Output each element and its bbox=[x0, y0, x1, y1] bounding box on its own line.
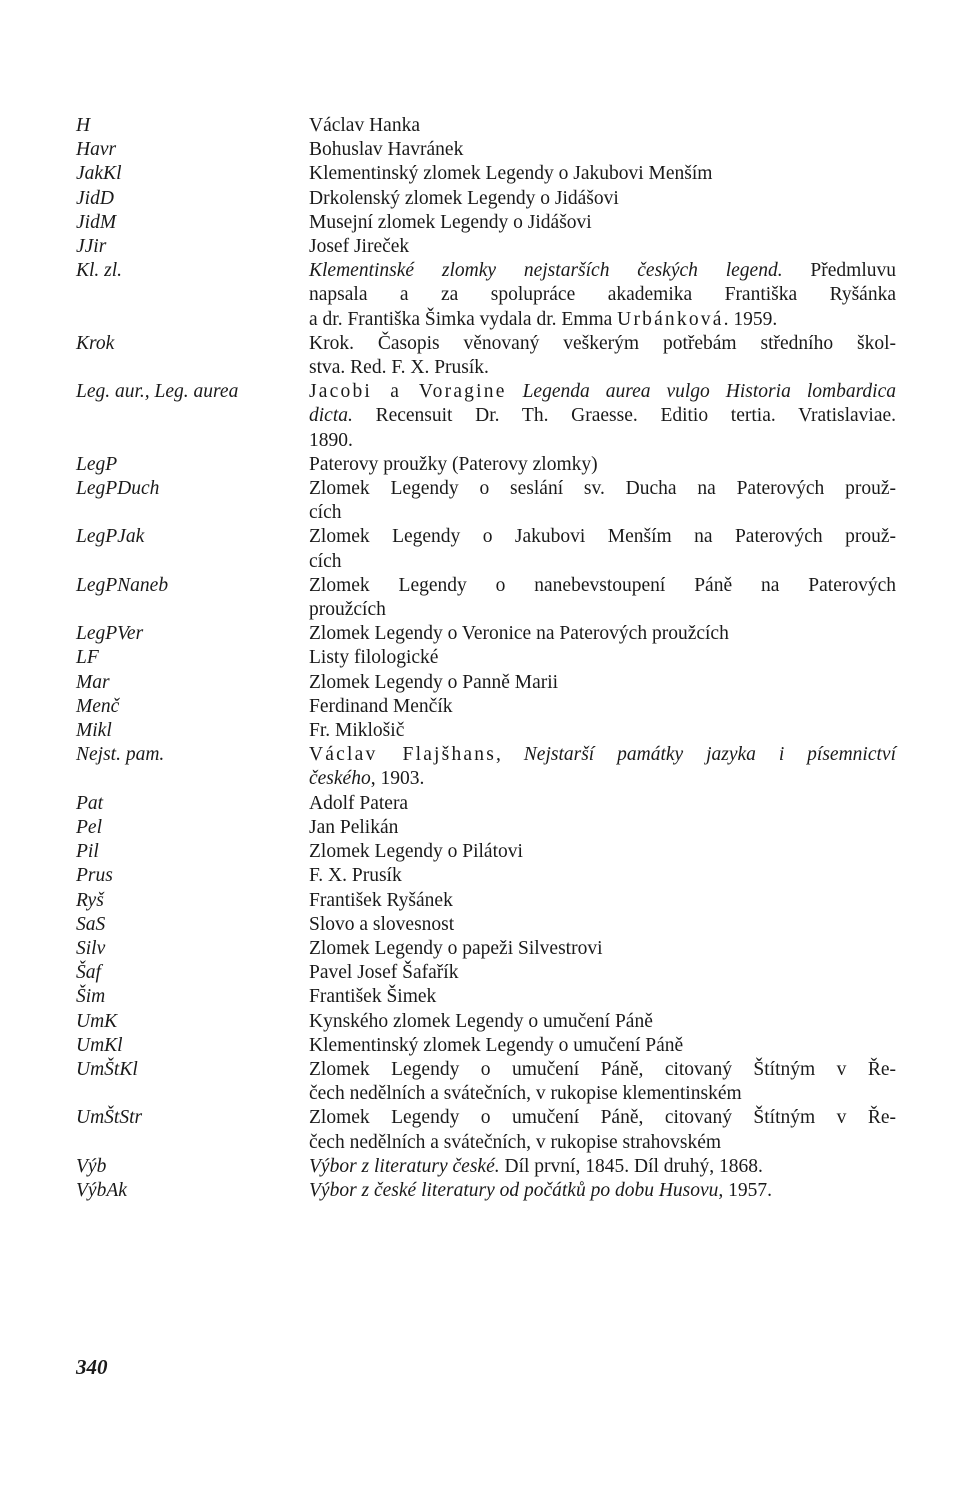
abbreviation-description bbox=[309, 114, 896, 138]
text-segment: čech nedělních a svátečních, v rukopise strahovském bbox=[309, 1131, 722, 1153]
abbreviation-entry bbox=[76, 743, 896, 791]
abbreviation-entry bbox=[76, 138, 896, 162]
abbreviation-entry bbox=[76, 961, 896, 985]
description-line bbox=[309, 1058, 896, 1082]
page-number: 340 bbox=[76, 1355, 108, 1379]
text-segment: Pavel Josef Šafařík bbox=[309, 962, 459, 984]
abbreviation: Mikl bbox=[76, 720, 112, 742]
abbreviation-entry bbox=[76, 453, 896, 477]
abbreviation-entry bbox=[76, 380, 896, 453]
abbreviation-entry bbox=[76, 1106, 896, 1154]
abbreviation-entry bbox=[76, 574, 896, 622]
abbreviation-entry bbox=[76, 816, 896, 840]
abbreviation-description bbox=[309, 138, 896, 162]
text-segment: proužcích bbox=[309, 599, 386, 621]
text-segment: napsala a za spolupráce akademika Františka Ryšánka bbox=[309, 284, 896, 306]
description-line bbox=[309, 695, 896, 719]
abbreviation-entry bbox=[76, 937, 896, 961]
description-line bbox=[309, 259, 896, 283]
abbreviation-entry bbox=[76, 622, 896, 646]
abbreviation: Šim bbox=[76, 986, 106, 1008]
text-segment: Drkolenský zlomek Legendy o Jidášovi bbox=[309, 187, 619, 209]
abbreviation-entry bbox=[76, 259, 896, 332]
description-line bbox=[309, 1179, 896, 1203]
text-segment: Výbor z literatury české. bbox=[309, 1155, 500, 1177]
abbreviation-description bbox=[309, 671, 896, 695]
text-segment: , 1903. bbox=[370, 768, 425, 790]
abbreviation: Prus bbox=[76, 865, 113, 887]
abbreviation-description bbox=[309, 380, 896, 453]
abbreviation-entry bbox=[76, 889, 896, 913]
description-line bbox=[309, 913, 896, 937]
description-line bbox=[309, 622, 896, 646]
abbreviation: Menč bbox=[76, 695, 120, 717]
text-segment: dicta. bbox=[309, 405, 353, 427]
abbreviation: Pil bbox=[76, 841, 99, 863]
text-segment: a dr. Františka Šimka vydala dr. Emma bbox=[309, 308, 618, 330]
text-segment: Musejní zlomek Legendy o Jidášovi bbox=[309, 211, 592, 233]
text-segment: Zlomek Legendy o umučení Páně, citovaný Štítným v Ře- bbox=[309, 1058, 896, 1080]
text-segment: Klementinské zlomky nejstarších českých legend. bbox=[309, 260, 783, 282]
abbreviation: Pel bbox=[76, 816, 102, 838]
abbreviation: LegP bbox=[76, 453, 118, 475]
text-segment: Jacobi a Voragine bbox=[309, 381, 507, 403]
abbreviation-description bbox=[309, 913, 896, 937]
abbreviation: Nejst. pam. bbox=[76, 744, 165, 766]
text-segment: Legenda aurea vulgo Historia lombardica bbox=[522, 381, 897, 403]
abbreviation-description bbox=[309, 1106, 896, 1154]
abbreviation-description bbox=[309, 840, 896, 864]
abbreviation-description bbox=[309, 864, 896, 888]
text-segment: čech nedělních a svátečních, v rukopise klementinském bbox=[309, 1083, 742, 1105]
abbreviation: Pat bbox=[76, 792, 104, 814]
abbreviation-description bbox=[309, 1179, 896, 1203]
abbreviation: LegPNaneb bbox=[76, 574, 169, 596]
text-segment: Klementinský zlomek Legendy o umučení Páně bbox=[309, 1034, 684, 1056]
description-line bbox=[309, 671, 896, 695]
description-line bbox=[309, 187, 896, 211]
text-segment: Slovo a slovesnost bbox=[309, 913, 455, 935]
description-line bbox=[309, 308, 896, 332]
text-segment: Jan Pelikán bbox=[309, 816, 399, 838]
text-segment: Zlomek Legendy o seslání sv. Ducha na Paterových prouž- bbox=[309, 478, 896, 500]
text-segment: Předmluvu bbox=[782, 260, 896, 282]
abbreviation-description bbox=[309, 937, 896, 961]
text-segment: Václav Flajšhans bbox=[309, 744, 496, 766]
abbreviation-entry bbox=[76, 235, 896, 259]
abbreviation-description bbox=[309, 719, 896, 743]
abbreviation-entry bbox=[76, 525, 896, 573]
text-segment: Krok. Časopis věnovaný veškerým potřebám středního škol- bbox=[309, 332, 896, 354]
abbreviation-entry bbox=[76, 1058, 896, 1106]
text-segment: českého bbox=[309, 768, 371, 790]
abbreviation: Krok bbox=[76, 332, 115, 354]
abbreviation-description bbox=[309, 1034, 896, 1058]
abbreviation-description bbox=[309, 477, 896, 525]
abbreviation-description bbox=[309, 211, 896, 235]
abbreviation-description bbox=[309, 574, 896, 622]
abbreviation-description bbox=[309, 961, 896, 985]
text-segment: cích bbox=[309, 550, 342, 572]
description-line bbox=[309, 767, 896, 791]
abbreviation-description bbox=[309, 743, 896, 791]
text-segment bbox=[507, 381, 523, 402]
text-segment: Zlomek Legendy o papeži Silvestrovi bbox=[309, 937, 603, 959]
abbreviation: LegPDuch bbox=[76, 478, 160, 500]
description-line bbox=[309, 937, 896, 961]
description-line bbox=[309, 429, 896, 453]
text-segment: Adolf Patera bbox=[309, 792, 409, 814]
description-line bbox=[309, 380, 896, 404]
abbreviation-description bbox=[309, 162, 896, 186]
text-segment: stva. Red. F. X. Prusík. bbox=[309, 357, 489, 379]
abbreviation-description bbox=[309, 1155, 896, 1179]
description-line bbox=[309, 1034, 896, 1058]
text-segment: Zlomek Legendy o nanebevstoupení Páně na Paterových bbox=[309, 574, 896, 596]
description-line bbox=[309, 356, 896, 380]
abbreviation: JJir bbox=[76, 236, 107, 258]
abbreviation: Šaf bbox=[76, 962, 101, 984]
abbreviation: LegPJak bbox=[76, 526, 145, 548]
abbreviation-description bbox=[309, 1058, 896, 1106]
description-line bbox=[309, 525, 896, 549]
description-line bbox=[309, 1131, 896, 1155]
abbreviation-entry bbox=[76, 671, 896, 695]
abbreviation: JakKl bbox=[76, 163, 122, 185]
text-segment: F. X. Prusík bbox=[309, 865, 402, 887]
description-line bbox=[309, 719, 896, 743]
abbreviation-description bbox=[309, 792, 896, 816]
description-line bbox=[309, 138, 896, 162]
description-line bbox=[309, 1010, 896, 1034]
abbreviation-description bbox=[309, 889, 896, 913]
text-segment: Zlomek Legendy o Jakubovi Menším na Paterových prouž- bbox=[309, 526, 896, 548]
text-segment: Listy filologické bbox=[309, 647, 439, 669]
text-segment: cích bbox=[309, 502, 342, 524]
abbreviation: LegPVer bbox=[76, 623, 144, 645]
description-line bbox=[309, 404, 896, 428]
description-line bbox=[309, 743, 896, 767]
description-line bbox=[309, 985, 896, 1009]
description-line bbox=[309, 792, 896, 816]
abbreviation-entry bbox=[76, 864, 896, 888]
abbreviation: H bbox=[76, 115, 91, 136]
abbreviation-description bbox=[309, 622, 896, 646]
text-segment: Ferdinand Menčík bbox=[309, 695, 453, 717]
abbreviation: Mar bbox=[76, 671, 110, 693]
text-segment: František Šimek bbox=[309, 986, 437, 1008]
text-segment: Zlomek Legendy o Panně Marii bbox=[309, 671, 559, 693]
abbreviation-description bbox=[309, 525, 896, 573]
abbreviation-entry bbox=[76, 1034, 896, 1058]
description-line bbox=[309, 501, 896, 525]
abbreviation-description bbox=[309, 1010, 896, 1034]
text-segment: 1957. bbox=[723, 1179, 773, 1201]
abbreviation: Silv bbox=[76, 937, 106, 959]
text-segment: Bohuslav Havránek bbox=[309, 139, 464, 161]
text-segment: Zlomek Legendy o umučení Páně, citovaný Štítným v Ře- bbox=[309, 1107, 896, 1129]
abbreviation: LF bbox=[76, 647, 99, 669]
abbreviation-entry bbox=[76, 913, 896, 937]
text-segment: Klementinský zlomek Legendy o Jakubovi Menším bbox=[309, 163, 713, 185]
description-line bbox=[309, 235, 896, 259]
abbreviation: UmKl bbox=[76, 1034, 123, 1056]
description-line bbox=[309, 646, 896, 670]
description-line bbox=[309, 114, 896, 138]
abbreviation-entry bbox=[76, 162, 896, 186]
abbreviation-entry bbox=[76, 332, 896, 380]
text-segment: František Ryšánek bbox=[309, 889, 453, 911]
abbreviation: UmŠtStr bbox=[76, 1107, 143, 1129]
description-line bbox=[309, 840, 896, 864]
description-line bbox=[309, 598, 896, 622]
description-line bbox=[309, 477, 896, 501]
description-line bbox=[309, 889, 896, 913]
abbreviation: JidM bbox=[76, 211, 117, 233]
description-line bbox=[309, 1155, 896, 1179]
text-segment: Nejstarší památky jazyka i písemnictví bbox=[523, 744, 896, 766]
text-segment: Josef Jireček bbox=[309, 236, 410, 258]
abbreviation-entry bbox=[76, 1010, 896, 1034]
text-segment: 1890. bbox=[309, 429, 353, 451]
description-line bbox=[309, 574, 896, 598]
description-line bbox=[309, 162, 896, 186]
abbreviation-entry bbox=[76, 646, 896, 670]
text-segment: , bbox=[496, 744, 524, 766]
abbreviation-description bbox=[309, 259, 896, 332]
description-line bbox=[309, 550, 896, 574]
text-segment: Urbánková bbox=[617, 308, 724, 330]
description-line bbox=[309, 961, 896, 985]
abbreviation: Ryš bbox=[76, 889, 104, 911]
text-segment: Václav Hanka bbox=[309, 115, 420, 136]
text-segment: Díl první, 1845. Díl druhý, 1868. bbox=[499, 1155, 763, 1177]
abbreviation: Výb bbox=[76, 1155, 107, 1177]
abbreviation-entry bbox=[76, 719, 896, 743]
text-segment: Zlomek Legendy o Veronice na Paterových proužcích bbox=[309, 623, 729, 645]
abbreviation-description bbox=[309, 453, 896, 477]
description-line bbox=[309, 453, 896, 477]
abbreviation-entry bbox=[76, 211, 896, 235]
abbreviation-list bbox=[76, 114, 896, 1203]
abbreviation-entry bbox=[76, 792, 896, 816]
description-line bbox=[309, 1106, 896, 1130]
abbreviation-entry bbox=[76, 985, 896, 1009]
text-segment: Výbor z české literatury od počátků po dobu Husovu, bbox=[309, 1179, 724, 1201]
description-line bbox=[309, 816, 896, 840]
description-line bbox=[309, 1082, 896, 1106]
abbreviation-description bbox=[309, 235, 896, 259]
abbreviation-entry bbox=[76, 1155, 896, 1179]
abbreviation-description bbox=[309, 985, 896, 1009]
abbreviation-description bbox=[309, 646, 896, 670]
abbreviation: Leg. aur., Leg. aurea bbox=[76, 381, 239, 403]
abbreviation-description bbox=[309, 695, 896, 719]
abbreviation: VýbAk bbox=[76, 1179, 127, 1201]
abbreviation-entry bbox=[76, 1179, 896, 1203]
abbreviation: JidD bbox=[76, 187, 114, 209]
description-line bbox=[309, 283, 896, 307]
abbreviation-entry bbox=[76, 187, 896, 211]
abbreviation: SaS bbox=[76, 913, 106, 935]
abbreviation-entry bbox=[76, 114, 896, 138]
abbreviation-description bbox=[309, 187, 896, 211]
text-segment: . 1959. bbox=[723, 308, 778, 330]
abbreviation-entry bbox=[76, 477, 896, 525]
abbreviation: UmŠtKl bbox=[76, 1058, 138, 1080]
abbreviation: UmK bbox=[76, 1010, 118, 1032]
abbreviation-description bbox=[309, 816, 896, 840]
description-line bbox=[309, 332, 896, 356]
description-line bbox=[309, 211, 896, 235]
abbreviation: Havr bbox=[76, 139, 117, 161]
text-segment: Paterovy proužky (Paterovy zlomky) bbox=[309, 453, 598, 475]
text-segment: Recensuit Dr. Th. Graesse. Editio tertia. Vratislaviae. bbox=[352, 405, 896, 427]
abbreviation-description bbox=[309, 332, 896, 380]
abbreviation-entry bbox=[76, 695, 896, 719]
text-segment: Kynského zlomek Legendy o umučení Páně bbox=[309, 1010, 653, 1032]
description-line bbox=[309, 864, 896, 888]
abbreviation-entry bbox=[76, 840, 896, 864]
text-segment: Zlomek Legendy o Pilátovi bbox=[309, 841, 523, 863]
abbreviation: Kl. zl. bbox=[76, 260, 123, 282]
text-segment: Fr. Miklošič bbox=[309, 720, 405, 742]
